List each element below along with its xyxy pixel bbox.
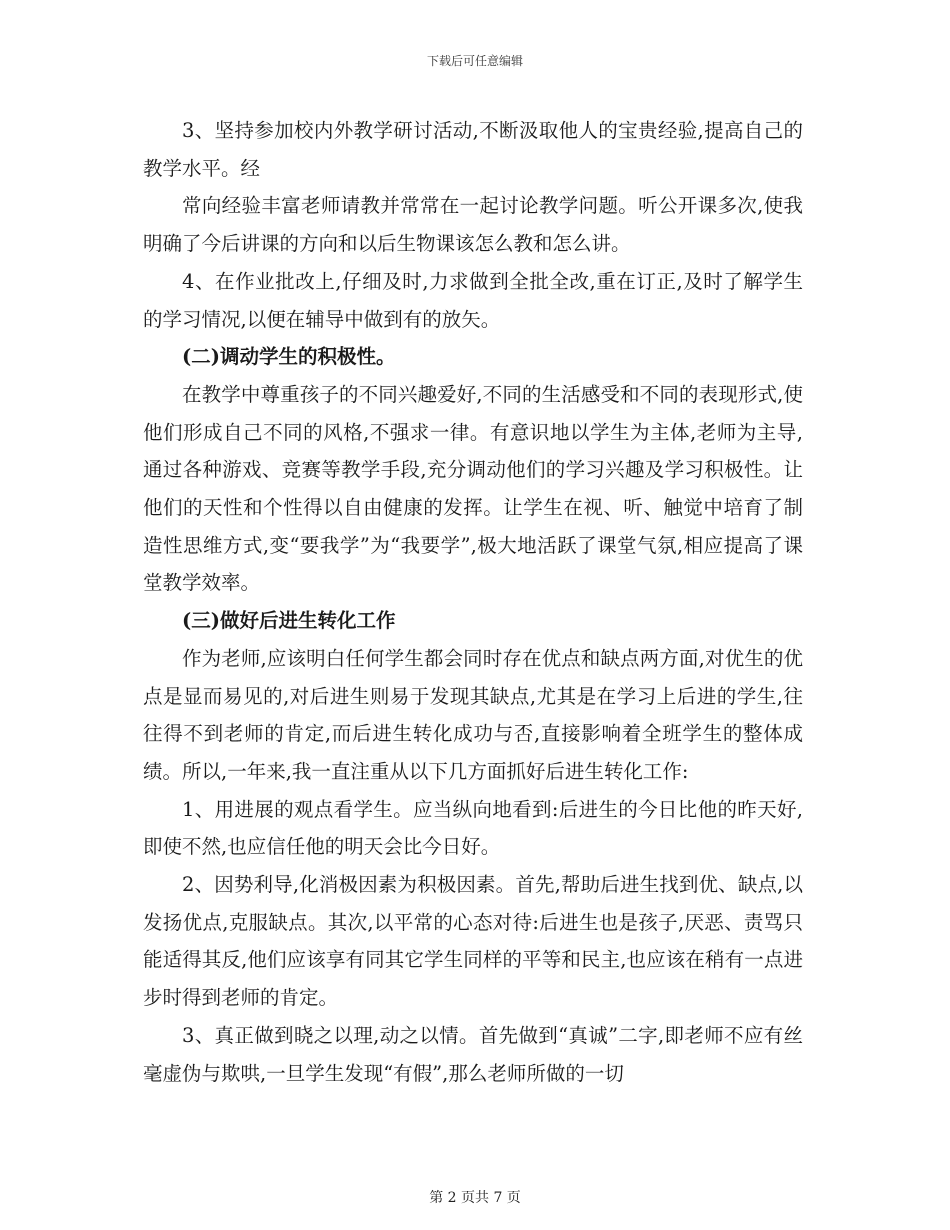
paragraph-1: 3、坚持参加校内外教学研讨活动,不断汲取他人的宝贵经验,提高自己的教学水平。经 [143, 119, 803, 180]
paragraph-6: 1、用进展的观点看学生。应当纵向地看到:后进生的今日比他的昨天好,即使不然,也应信任他的明天会比今日好。 [143, 797, 803, 859]
paragraph-7: 2、因势利导,化消极因素为积极因素。首先,帮助后进生找到优、缺点,以发扬优点,克服缺点。其次,以平常的心态对待:后进生也是孩子,厌恶、责骂只能适得其反,他们应该享有同其它学生同样的平等和民主,也应该在稍有一点进步时得到老师的肯定。 [143, 873, 803, 1010]
paragraph-8: 3、真正做到晓之以理,动之以情。首先做到“真诚”二字,即老师不应有丝毫虚伪与欺哄,一旦学生发现“有假”,那么老师所做的一切 [143, 1023, 803, 1085]
page-header: 下载后可任意编辑 [426, 54, 523, 68]
paragraph-3: 4、在作业批改上,仔细及时,力求做到全批全改,重在订正,及时了解学生的学习情况,以便在辅导中做到有的放矢。 [143, 269, 803, 331]
document-body [143, 112, 803, 1092]
page-footer: 第 2 页共 7 页 [429, 1190, 521, 1206]
section-heading-3: (三)做好后进生转化工作 [182, 609, 396, 633]
paragraph-4: 在教学中尊重孩子的不同兴趣爱好,不同的生活感受和不同的表现形式,使他们形成自己不同的风格,不强求一律。有意识地以学生为主体,老师为主导,通过各种游戏、竞赛等教学手段,充分调动他们的学习兴趣及学习积极性。让他们的天性和个性得以自由健康的发挥。让学生在视、听、触觉中培育了制造性思维方式,变“要我学”为“我要学”,极大地活跃了课堂气氛,相应提高了课堂教学效率。 [143, 382, 803, 595]
section-heading-2: (二)调动学生的积极性。 [182, 345, 396, 369]
paragraph-5: 作为老师,应该明白任何学生都会同时存在优点和缺点两方面,对优生的优点是显而易见的,对后进生则易于发现其缺点,尤其是在学习上后进的学生,往往得不到老师的肯定,而后进生转化成功与否,直接影响着全班学生的整体成绩。所以,一年来,我一直注重从以下几方面抓好后进生转化工作: [143, 646, 803, 783]
paragraph-2: 常向经验丰富老师请教并常常在一起讨论教学问题。听公开课多次,使我明确了今后讲课的方向和以后生物课该怎么教和怎么讲。 [143, 194, 803, 256]
